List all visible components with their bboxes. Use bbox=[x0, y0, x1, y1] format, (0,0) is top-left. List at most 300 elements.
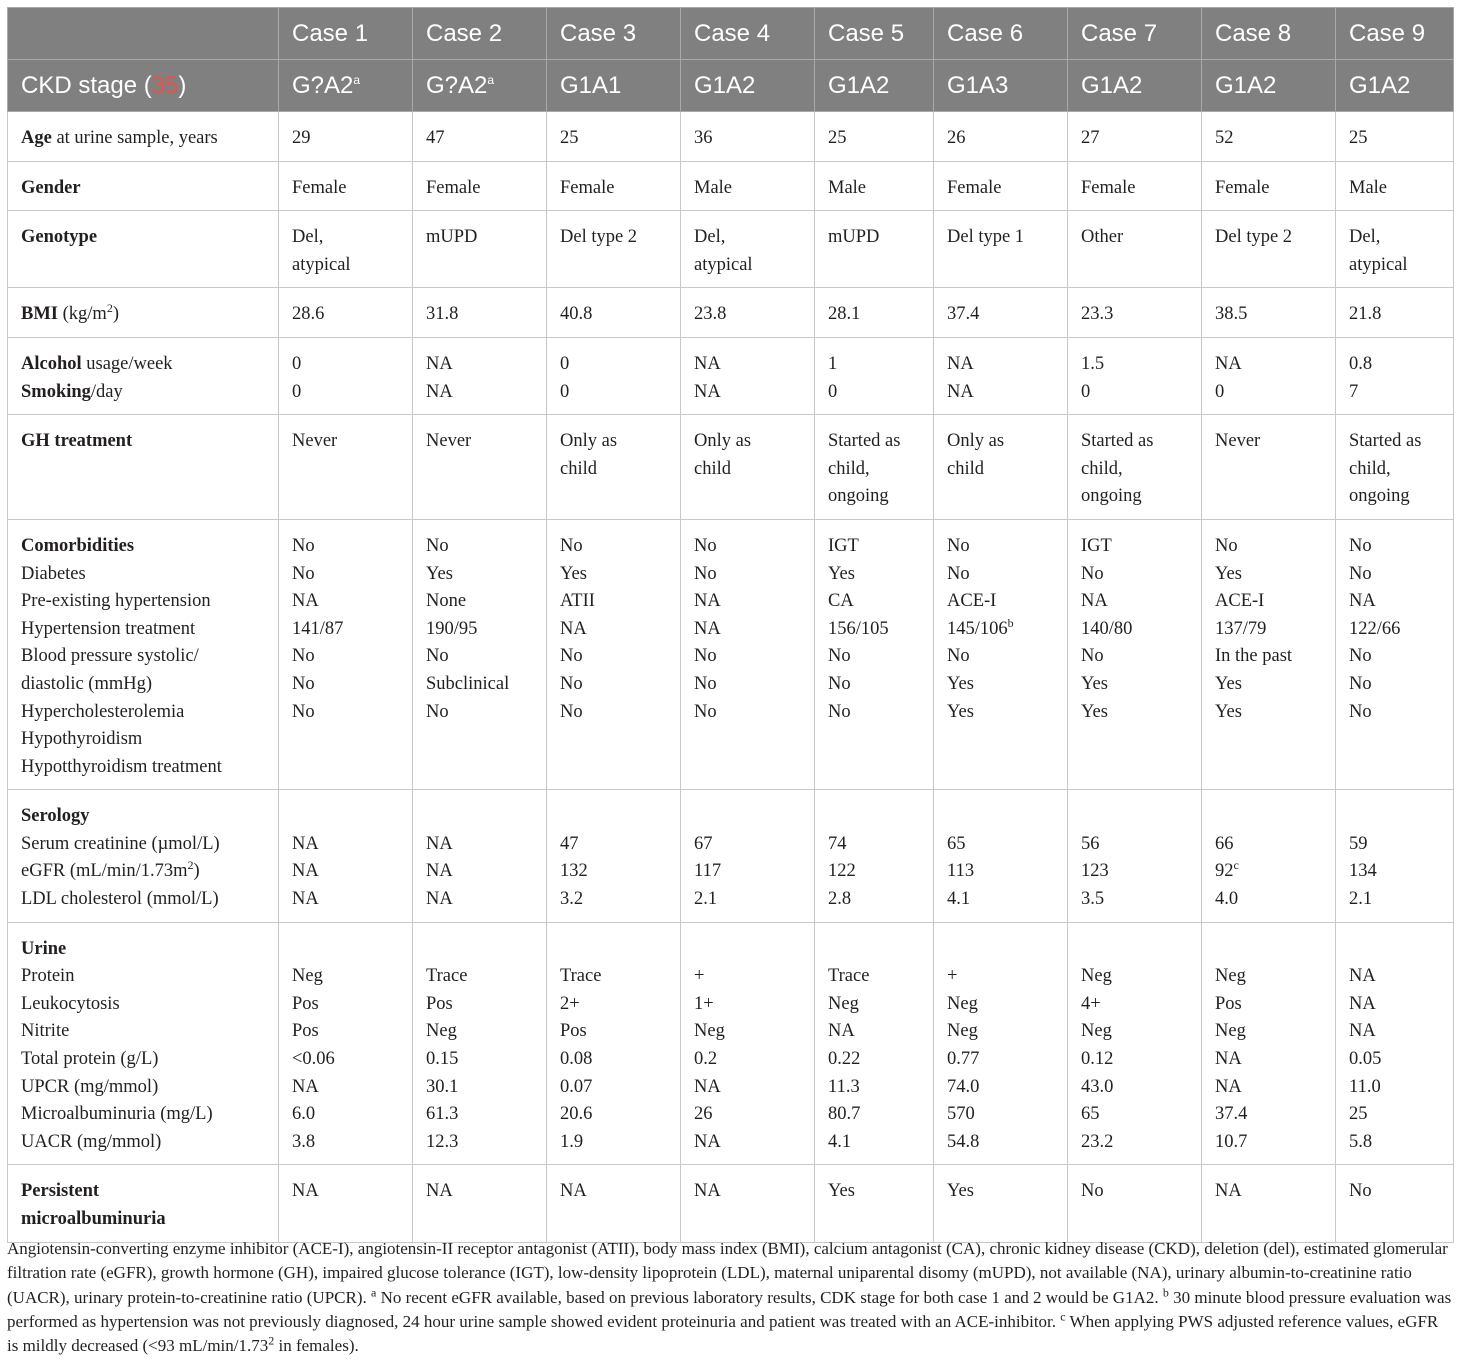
ckd-stage-reference-link[interactable]: 35 bbox=[151, 71, 179, 99]
value-line: NA bbox=[426, 353, 453, 374]
value-line bbox=[947, 588, 1067, 616]
value-line bbox=[1349, 831, 1453, 859]
value-text: Subclinical bbox=[426, 673, 510, 694]
value-line bbox=[1215, 533, 1335, 561]
value-text: 122 bbox=[828, 861, 856, 882]
value-text: No bbox=[1081, 646, 1104, 667]
value-line: Started as bbox=[828, 431, 901, 452]
value-line bbox=[560, 616, 680, 644]
spacer bbox=[426, 936, 546, 964]
value-line: Pos bbox=[560, 1021, 587, 1042]
ckd-stage-case-8 bbox=[1202, 60, 1336, 112]
label-text: ) bbox=[193, 861, 200, 882]
genotype-line: Del type 2 bbox=[560, 227, 638, 248]
value-line: 37.4 bbox=[1215, 1104, 1248, 1125]
value-text: No bbox=[947, 563, 970, 584]
value-text: 132 bbox=[560, 861, 588, 882]
value-line: Only as bbox=[560, 431, 618, 452]
comorbidities-case-2 bbox=[413, 519, 547, 789]
value-line: 0.07 bbox=[560, 1076, 593, 1097]
value-line: Never bbox=[426, 431, 472, 452]
value-line bbox=[560, 533, 680, 561]
value-text: 4.0 bbox=[1215, 889, 1239, 910]
header-corner-cell bbox=[8, 8, 279, 60]
label-line bbox=[21, 351, 278, 379]
row-gh-treatment bbox=[8, 415, 1454, 520]
value-text: No bbox=[694, 535, 717, 556]
value-text: NA bbox=[426, 833, 453, 854]
genotype-line: Del type 1 bbox=[947, 227, 1025, 248]
value-text: In the past bbox=[1215, 646, 1293, 667]
ckd-stage-case-2 bbox=[413, 60, 547, 112]
value-line: 4.1 bbox=[828, 1131, 852, 1152]
value-line: Neg bbox=[1081, 966, 1112, 987]
spacer bbox=[1349, 936, 1453, 964]
value-line bbox=[1349, 643, 1453, 671]
value-line: 0.08 bbox=[560, 1049, 593, 1070]
value-text: No bbox=[1081, 563, 1104, 584]
value-line: Neg bbox=[1215, 1021, 1246, 1042]
gh-treatment-case-4 bbox=[681, 415, 815, 520]
genotype-line: atypical bbox=[1349, 254, 1408, 275]
value-text: NA bbox=[292, 833, 319, 854]
value-line bbox=[426, 858, 546, 886]
label-bold: Persistent bbox=[21, 1181, 100, 1202]
value-line bbox=[1081, 588, 1201, 616]
value-line bbox=[426, 886, 546, 914]
value-line bbox=[1349, 699, 1453, 727]
spacer bbox=[560, 803, 680, 831]
value-text: Yes bbox=[1215, 673, 1242, 694]
comorbidities-case-8 bbox=[1202, 519, 1336, 789]
age-case-5: 25 bbox=[815, 112, 934, 162]
label-bold: Urine bbox=[21, 938, 67, 959]
row-persistent-microalbuminuria bbox=[8, 1165, 1454, 1242]
spacer bbox=[426, 803, 546, 831]
value-line: Pos bbox=[1215, 993, 1242, 1014]
gender-case-2: Female bbox=[413, 161, 547, 211]
value-line bbox=[1215, 886, 1335, 914]
value-line: + bbox=[947, 966, 958, 987]
value-line bbox=[560, 886, 680, 914]
value-line: Pos bbox=[292, 1021, 319, 1042]
value-line: 26 bbox=[694, 1104, 713, 1125]
spacer bbox=[947, 803, 1067, 831]
value-line: 80.7 bbox=[828, 1104, 861, 1125]
row-bmi bbox=[8, 288, 1454, 338]
value-line bbox=[560, 858, 680, 886]
value-text: NA bbox=[694, 618, 721, 639]
genotype-case-1 bbox=[279, 211, 413, 288]
value-text: None bbox=[426, 591, 467, 612]
age-case-6: 26 bbox=[934, 112, 1068, 162]
value-line: ongoing bbox=[828, 486, 889, 507]
value-line: + bbox=[694, 966, 705, 987]
genotype-case-6 bbox=[934, 211, 1068, 288]
value-line: 0 bbox=[292, 381, 302, 402]
row-label-persistent-microalbuminuria bbox=[8, 1165, 279, 1242]
value-line bbox=[828, 699, 933, 727]
value-line bbox=[1081, 643, 1201, 671]
label-sup: 2 bbox=[187, 858, 194, 873]
value-line bbox=[1349, 561, 1453, 589]
gender-case-6: Female bbox=[934, 161, 1068, 211]
value-line bbox=[947, 671, 1067, 699]
value-text: No bbox=[560, 535, 583, 556]
value-line: ongoing bbox=[1081, 486, 1142, 507]
serology-case-3 bbox=[547, 790, 681, 922]
value-line: 0 bbox=[560, 353, 570, 374]
gender-case-9: Male bbox=[1336, 161, 1454, 211]
urine-case-3 bbox=[547, 922, 681, 1165]
value-text: 134 bbox=[1349, 861, 1377, 882]
comorbidities-case-6 bbox=[934, 519, 1068, 789]
bmi-case-4: 23.8 bbox=[681, 288, 815, 338]
value-line: 11.3 bbox=[828, 1076, 860, 1097]
value-text: 92 bbox=[1215, 861, 1234, 882]
label-text: (kg/m bbox=[58, 304, 107, 325]
value-line bbox=[426, 561, 546, 589]
value-text: NA bbox=[292, 889, 319, 910]
header-row-ckd-stage bbox=[8, 60, 1454, 112]
genotype-line: Del type 2 bbox=[1215, 227, 1293, 248]
value-text: No bbox=[426, 535, 449, 556]
value-line: 5.8 bbox=[1349, 1131, 1373, 1152]
value-line: NA bbox=[694, 1131, 721, 1152]
value-line: 0 bbox=[1215, 381, 1225, 402]
row-alcohol-smoking bbox=[8, 337, 1454, 414]
urine-case-9 bbox=[1336, 922, 1454, 1165]
label-text: usage/week bbox=[81, 353, 173, 374]
sub-label: Hypertension treatment bbox=[21, 618, 196, 639]
serology-case-2 bbox=[413, 790, 547, 922]
row-label-gh-treatment: GH treatment bbox=[8, 415, 279, 520]
value-line: 3.8 bbox=[292, 1131, 316, 1152]
value-line: 6.0 bbox=[292, 1104, 316, 1125]
row-label-age bbox=[8, 112, 279, 162]
value-line: 1+ bbox=[694, 993, 714, 1014]
value-text: 59 bbox=[1349, 833, 1368, 854]
value-text: No bbox=[828, 701, 851, 722]
value-text: No bbox=[560, 646, 583, 667]
value-text: No bbox=[292, 563, 315, 584]
gender-case-4: Male bbox=[681, 161, 815, 211]
value-text: No bbox=[694, 563, 717, 584]
value-text: NA bbox=[1081, 591, 1108, 612]
value-line bbox=[947, 561, 1067, 589]
value-line: 0 bbox=[560, 381, 570, 402]
gh-treatment-case-5 bbox=[815, 415, 934, 520]
alcohol-smoking-case-7 bbox=[1068, 337, 1202, 414]
value-line: 1 bbox=[828, 353, 838, 374]
value-text: 2.1 bbox=[1349, 889, 1373, 910]
sub-label: Hypotthyroidism treatment bbox=[21, 756, 222, 777]
value-line bbox=[1215, 699, 1335, 727]
row-comorbidities bbox=[8, 519, 1454, 789]
spacer bbox=[828, 936, 933, 964]
value-line bbox=[694, 643, 814, 671]
value-line: Neg bbox=[1081, 1021, 1112, 1042]
value-text: 190/95 bbox=[426, 618, 478, 639]
case-header-3: Case 3 bbox=[547, 8, 681, 60]
sub-label: UACR (mg/mmol) bbox=[21, 1131, 162, 1152]
gender-case-8: Female bbox=[1202, 161, 1336, 211]
value-line bbox=[694, 616, 814, 644]
label-bold: Serology bbox=[21, 806, 90, 827]
value-line bbox=[828, 561, 933, 589]
persistent-case-8: NA bbox=[1202, 1165, 1336, 1242]
value-line: 0 bbox=[1081, 381, 1091, 402]
spacer bbox=[560, 936, 680, 964]
clinical-characteristics-table bbox=[7, 7, 1454, 1243]
value-line: NA bbox=[828, 1021, 855, 1042]
value-line: Neg bbox=[292, 966, 323, 987]
value-text: No bbox=[694, 646, 717, 667]
value-line bbox=[426, 671, 546, 699]
gh-treatment-case-3 bbox=[547, 415, 681, 520]
age-case-1: 29 bbox=[279, 112, 413, 162]
alcohol-smoking-case-1 bbox=[279, 337, 413, 414]
value-line bbox=[560, 699, 680, 727]
value-line: child, bbox=[1349, 458, 1391, 479]
value-line bbox=[947, 643, 1067, 671]
value-text: No bbox=[1349, 535, 1372, 556]
value-line bbox=[947, 858, 1067, 886]
value-text: 140/80 bbox=[1081, 618, 1133, 639]
label-text: at urine sample, years bbox=[51, 128, 218, 148]
alcohol-smoking-case-5 bbox=[815, 337, 934, 414]
value-line bbox=[560, 588, 680, 616]
value-text: No bbox=[292, 701, 315, 722]
genotype-line: mUPD bbox=[426, 227, 478, 248]
value-line bbox=[828, 886, 933, 914]
ckd-stage-footnote-mark: a bbox=[353, 72, 361, 87]
comorbidities-case-4 bbox=[681, 519, 815, 789]
alcohol-smoking-case-6 bbox=[934, 337, 1068, 414]
age-case-9: 25 bbox=[1336, 112, 1454, 162]
comorbidities-case-1 bbox=[279, 519, 413, 789]
value-line: NA bbox=[1215, 353, 1242, 374]
value-line bbox=[828, 616, 933, 644]
value-text: 4.1 bbox=[947, 889, 971, 910]
value-line: NA bbox=[1215, 1049, 1242, 1070]
value-text: No bbox=[1349, 701, 1372, 722]
value-line bbox=[292, 616, 412, 644]
genotype-line: Del, bbox=[292, 227, 324, 248]
value-text: ACE-I bbox=[947, 591, 997, 612]
genotype-case-3 bbox=[547, 211, 681, 288]
sub-label: Nitrite bbox=[21, 1021, 70, 1042]
persistent-case-1: NA bbox=[279, 1165, 413, 1242]
value-text: 47 bbox=[560, 833, 579, 854]
gh-treatment-case-8 bbox=[1202, 415, 1336, 520]
value-text: No bbox=[694, 701, 717, 722]
value-text: No bbox=[1349, 673, 1372, 694]
bmi-case-8: 38.5 bbox=[1202, 288, 1336, 338]
sub-label: Protein bbox=[21, 966, 75, 987]
value-line bbox=[828, 643, 933, 671]
sub-label: Hypothyroidism bbox=[21, 729, 143, 750]
value-line bbox=[694, 561, 814, 589]
case-header-4: Case 4 bbox=[681, 8, 815, 60]
value-line: 74.0 bbox=[947, 1076, 980, 1097]
value-text: No bbox=[1215, 535, 1238, 556]
ckd-stage-case-4 bbox=[681, 60, 815, 112]
genotype-case-4 bbox=[681, 211, 815, 288]
row-label-alcohol-smoking bbox=[8, 337, 279, 414]
value-text: NA bbox=[1349, 591, 1376, 612]
genotype-case-2 bbox=[413, 211, 547, 288]
value-line: child bbox=[694, 458, 731, 479]
persistent-case-5: Yes bbox=[815, 1165, 934, 1242]
genotype-line: atypical bbox=[292, 254, 351, 275]
value-line bbox=[426, 588, 546, 616]
gender-case-1: Female bbox=[279, 161, 413, 211]
urine-case-6 bbox=[934, 922, 1068, 1165]
sub-label: Diabetes bbox=[21, 563, 86, 584]
value-line: ongoing bbox=[1349, 486, 1410, 507]
case-header-1: Case 1 bbox=[279, 8, 413, 60]
ckd-stage-case-5 bbox=[815, 60, 934, 112]
value-line bbox=[828, 671, 933, 699]
value-line: 25 bbox=[1349, 1104, 1368, 1125]
value-text: No bbox=[426, 701, 449, 722]
gender-case-7: Female bbox=[1068, 161, 1202, 211]
value-line bbox=[1081, 561, 1201, 589]
urine-case-4 bbox=[681, 922, 815, 1165]
value-text: No bbox=[828, 673, 851, 694]
label-bold: Smoking bbox=[21, 381, 91, 402]
table-footnote: Angiotensin-converting enzyme inhibitor (ACE-I), angiotensin-II receptor antagonist (ATII), body mass index (BMI), calcium antagonist (CA), chronic kidney disease (CKD), deletion (del), estimated glomerular filtration rate (eGFR), growth hormone (GH), impaired glucose tolerance (IGT), low-density lipoprotein (LDL), maternal uniparental disomy (mUPD), not available (NA), urinary albumin-to-creatinine ratio (UACR), urinary protein-to-creatinine ratio (UPCR). $^a$ No recent eGFR available, based on previous laboratory results, CDK stage for both case 1 and 2 would be G1A2. $^b$ 30 minute blood pressure evaluation was performed as hypertension was not previously diagnosed, 24 hour urine sample showed evident proteinuria and patient was treated with an ACE-inhibitor. $^c$ When applying PWS adjusted reference values, eGFR is mildly decreased (<93 mL/min/1.73$^2$ in females). bbox=[7, 1239, 1452, 1356]
sub-label bbox=[21, 886, 278, 914]
value-line bbox=[1081, 616, 1201, 644]
bmi-case-3: 40.8 bbox=[547, 288, 681, 338]
row-label-comorbidities bbox=[8, 519, 279, 789]
row-label-genotype: Genotype bbox=[8, 211, 279, 288]
value-line bbox=[1215, 616, 1335, 644]
gh-treatment-case-1 bbox=[279, 415, 413, 520]
header-row-cases bbox=[8, 8, 1454, 60]
ckd-stage-value: G1A2 bbox=[1081, 71, 1143, 99]
value-line bbox=[426, 643, 546, 671]
value-text: ATII bbox=[560, 591, 595, 612]
genotype-case-9 bbox=[1336, 211, 1454, 288]
value-line: NA bbox=[1349, 966, 1376, 987]
ckd-stage-value: G1A2 bbox=[694, 71, 756, 99]
alcohol-smoking-case-2 bbox=[413, 337, 547, 414]
value-text: No bbox=[828, 646, 851, 667]
spacer bbox=[1081, 936, 1201, 964]
value-line bbox=[1349, 616, 1453, 644]
value-line bbox=[1349, 533, 1453, 561]
value-line bbox=[694, 886, 814, 914]
gh-treatment-case-7 bbox=[1068, 415, 1202, 520]
ckd-stage-footnote-mark: a bbox=[487, 72, 495, 87]
value-line bbox=[292, 671, 412, 699]
row-genotype bbox=[8, 211, 1454, 288]
footnote-mark: c bbox=[1233, 858, 1239, 873]
age-case-8: 52 bbox=[1202, 112, 1336, 162]
value-text: Yes bbox=[828, 563, 855, 584]
value-line: Trace bbox=[828, 966, 870, 987]
value-line bbox=[1349, 858, 1453, 886]
ckd-stage-value: G?A2 bbox=[292, 71, 354, 99]
value-text: No bbox=[694, 673, 717, 694]
ckd-stage-value: G1A2 bbox=[1215, 71, 1277, 99]
value-line bbox=[560, 831, 680, 859]
value-line: 0.22 bbox=[828, 1049, 861, 1070]
value-text: 137/79 bbox=[1215, 618, 1267, 639]
value-line bbox=[947, 699, 1067, 727]
age-case-7: 27 bbox=[1068, 112, 1202, 162]
bmi-case-9: 21.8 bbox=[1336, 288, 1454, 338]
value-text: 3.5 bbox=[1081, 889, 1105, 910]
value-line bbox=[947, 616, 1067, 644]
value-line: NA bbox=[694, 353, 721, 374]
value-line: 61.3 bbox=[426, 1104, 459, 1125]
label-text: eGFR (mL/min/1.73m bbox=[21, 861, 188, 882]
value-line bbox=[1349, 886, 1453, 914]
value-text: CA bbox=[828, 591, 854, 612]
value-line: 54.8 bbox=[947, 1131, 980, 1152]
serology-case-7 bbox=[1068, 790, 1202, 922]
row-label-urine bbox=[8, 922, 279, 1165]
genotype-case-5 bbox=[815, 211, 934, 288]
row-label-serology bbox=[8, 790, 279, 922]
value-line bbox=[426, 616, 546, 644]
sub-label: Leukocytosis bbox=[21, 993, 120, 1014]
value-line: NA bbox=[947, 353, 974, 374]
ckd-stage-case-1 bbox=[279, 60, 413, 112]
value-text: Yes bbox=[947, 673, 974, 694]
persistent-case-2: NA bbox=[413, 1165, 547, 1242]
label-line bbox=[21, 379, 278, 407]
value-line: 0.05 bbox=[1349, 1049, 1382, 1070]
value-line bbox=[694, 671, 814, 699]
spacer bbox=[1215, 803, 1335, 831]
gender-case-3: Female bbox=[547, 161, 681, 211]
value-line: 0.15 bbox=[426, 1049, 459, 1070]
value-line: NA bbox=[1349, 1021, 1376, 1042]
value-line bbox=[292, 533, 412, 561]
value-line: child bbox=[947, 458, 984, 479]
value-line: 0.8 bbox=[1349, 353, 1373, 374]
value-line bbox=[828, 858, 933, 886]
value-line: 0 bbox=[828, 381, 838, 402]
value-line: Only as bbox=[947, 431, 1005, 452]
label-bold: Alcohol bbox=[21, 353, 82, 374]
sub-label bbox=[21, 858, 278, 886]
value-line: 12.3 bbox=[426, 1131, 459, 1152]
sub-label: Microalbuminuria (mg/L) bbox=[21, 1104, 213, 1125]
age-case-3: 25 bbox=[547, 112, 681, 162]
value-line: Trace bbox=[560, 966, 602, 987]
value-line: Pos bbox=[426, 993, 453, 1014]
serology-case-8 bbox=[1202, 790, 1336, 922]
label-text: Serum creatinine (µmol/L) bbox=[21, 833, 220, 854]
value-text: Yes bbox=[560, 563, 587, 584]
label-text: /day bbox=[90, 381, 123, 402]
value-line bbox=[694, 858, 814, 886]
value-line: NA bbox=[694, 381, 721, 402]
urine-case-8 bbox=[1202, 922, 1336, 1165]
urine-case-2 bbox=[413, 922, 547, 1165]
age-case-2: 47 bbox=[413, 112, 547, 162]
case-header-7: Case 7 bbox=[1068, 8, 1202, 60]
value-text: 145/106 bbox=[947, 618, 1008, 639]
value-text: No bbox=[947, 646, 970, 667]
value-line bbox=[828, 831, 933, 859]
